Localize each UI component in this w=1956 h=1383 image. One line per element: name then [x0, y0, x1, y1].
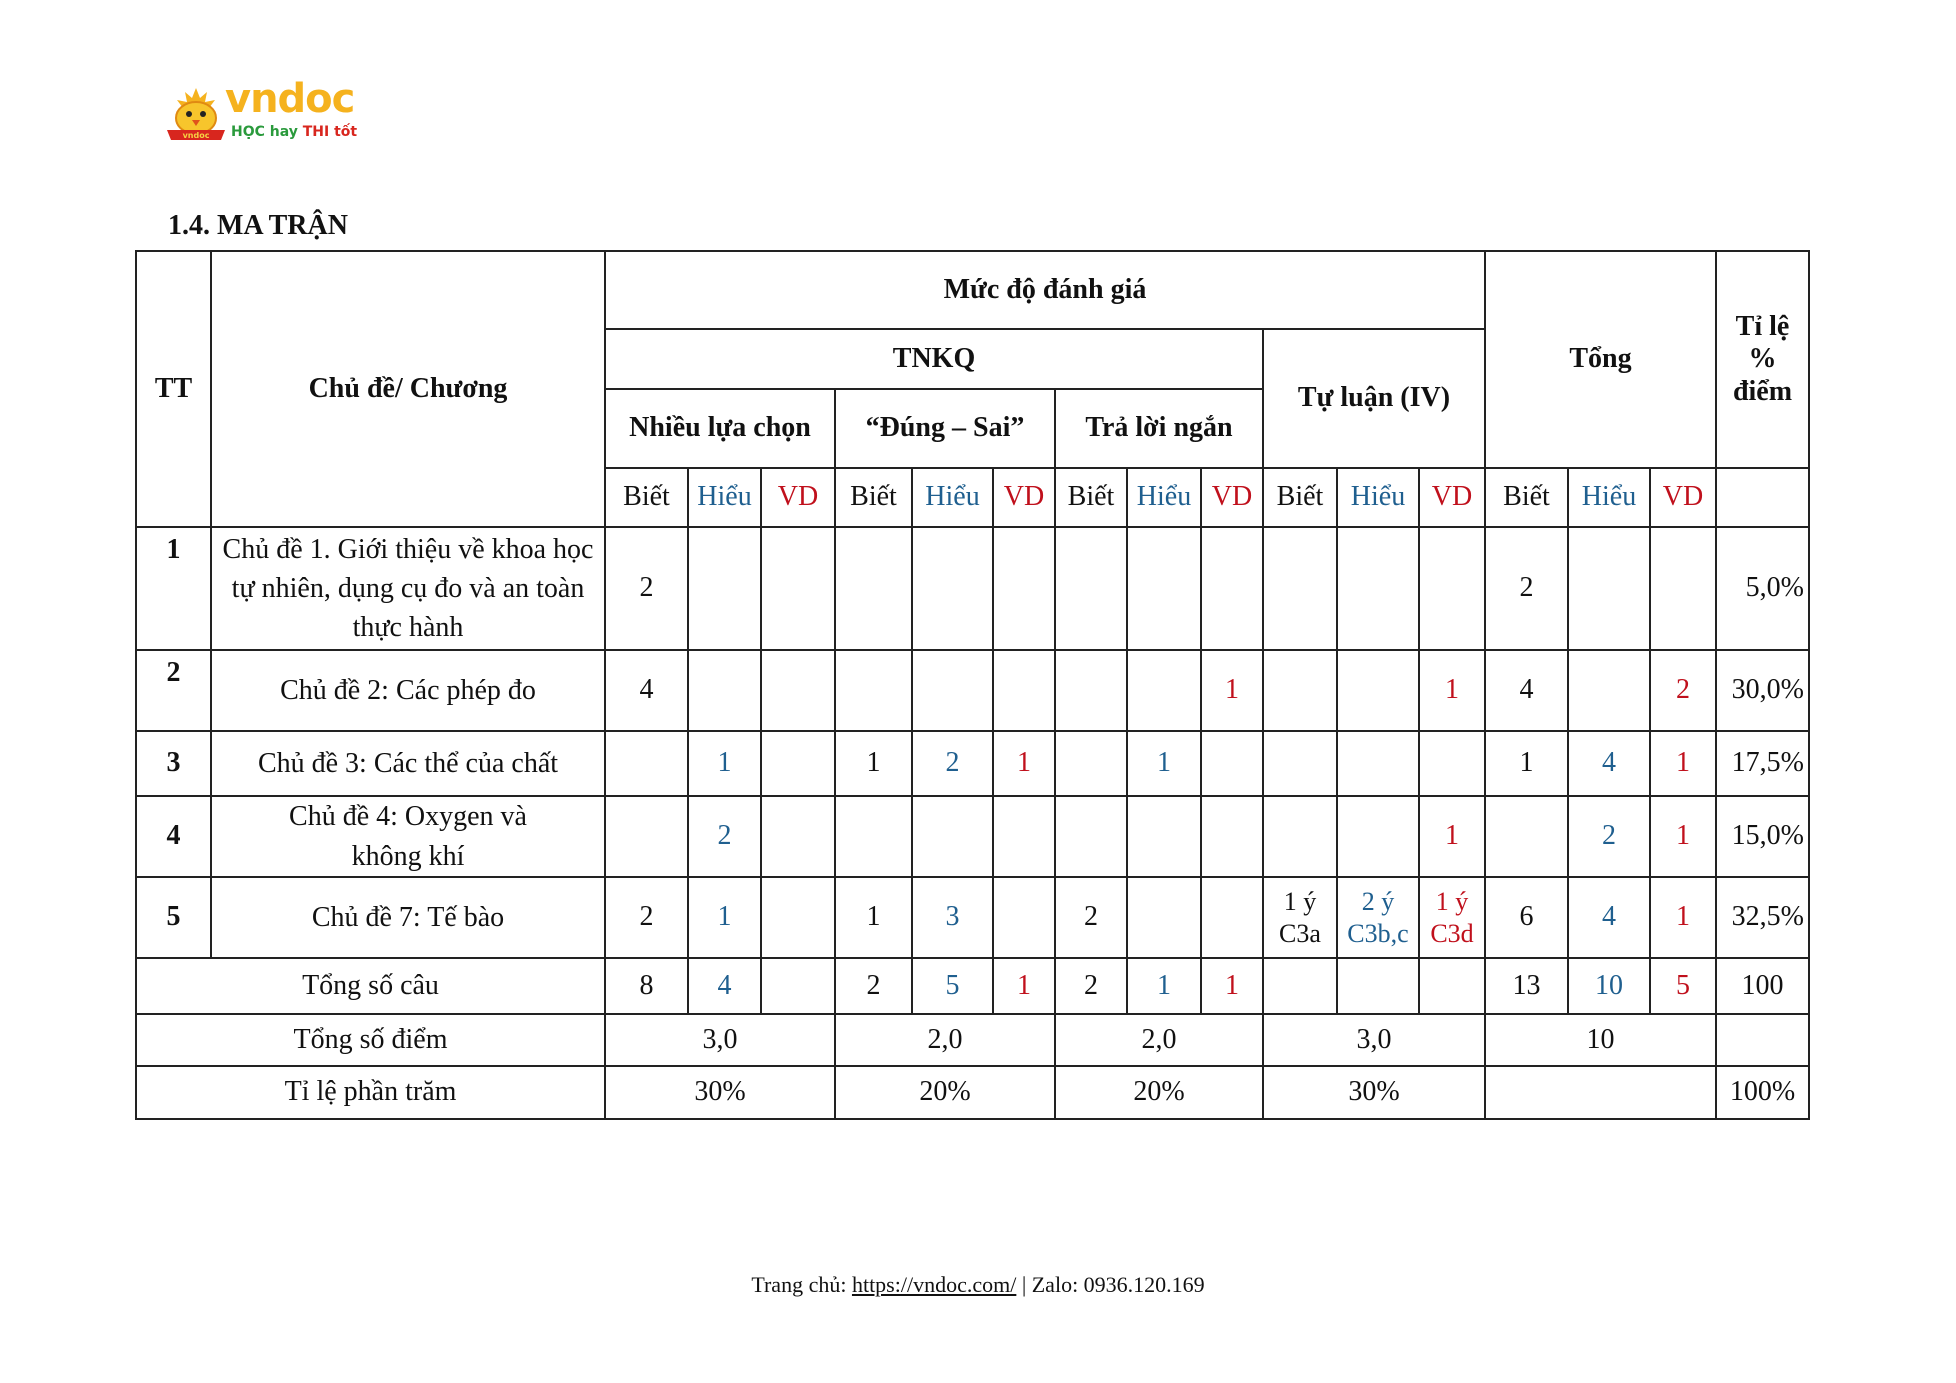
- svg-text:vndoc: vndoc: [182, 131, 210, 140]
- cell-total-vd: [1650, 527, 1716, 650]
- cell-percent: 32,5%: [1716, 877, 1809, 958]
- level-vd: VD: [1650, 468, 1716, 527]
- level-hieu: Hiểu: [688, 468, 761, 527]
- level-biet: Biết: [1485, 468, 1568, 527]
- cell-percent: 30,0%: [1716, 650, 1809, 731]
- row-topic: Chủ đề 2: Các phép đo: [211, 650, 605, 731]
- percentage-percent: 100%: [1716, 1066, 1809, 1119]
- cell-total-biet: [1485, 796, 1568, 877]
- homepage-link[interactable]: https://vndoc.com/: [851, 1272, 1017, 1297]
- mascot-chick-icon: [165, 86, 227, 144]
- points-tf: 2,0: [835, 1014, 1055, 1066]
- cell-sa-vd: [1201, 877, 1263, 958]
- cell-total-vd: 5: [1650, 958, 1716, 1014]
- page-footer: [0, 1272, 1956, 1298]
- row-tt: 2: [136, 650, 211, 731]
- level-hieu: Hiểu: [1337, 468, 1419, 527]
- vndoc-logo: [165, 76, 365, 152]
- table-row: [136, 527, 1809, 650]
- cell-essay-vd: 1 ý C3d: [1419, 877, 1485, 958]
- header-total: Tổng: [1485, 251, 1716, 468]
- cell-sa-biet: [1055, 527, 1127, 650]
- footer-prefix: Trang chủ:: [751, 1272, 852, 1297]
- cell-total-biet: 2: [1485, 527, 1568, 650]
- level-percent-empty: [1716, 468, 1809, 527]
- percentage-mc: 30%: [605, 1066, 835, 1119]
- cell-total-biet: 6: [1485, 877, 1568, 958]
- footer-suffix: | Zalo: 0936.120.169: [1016, 1272, 1205, 1297]
- cell-sa-hieu: [1127, 877, 1201, 958]
- level-biet: Biết: [1263, 468, 1337, 527]
- cell-tf-hieu: 2: [912, 731, 993, 796]
- cell-tf-vd: [993, 796, 1055, 877]
- table-row: [136, 731, 1809, 796]
- cell-sa-hieu: [1127, 527, 1201, 650]
- cell-mc-vd: [761, 877, 835, 958]
- cell-mc-hieu: [688, 650, 761, 731]
- cell-tf-vd: [993, 527, 1055, 650]
- header-assessment-level: Mức độ đánh giá: [605, 251, 1485, 329]
- points-total: 10: [1485, 1014, 1716, 1066]
- cell-mc-hieu: [688, 527, 761, 650]
- cell-sa-hieu: [1127, 650, 1201, 731]
- cell-essay-hieu: [1337, 527, 1419, 650]
- cell-tf-hieu: 5: [912, 958, 993, 1014]
- total-points-label: Tổng số điểm: [136, 1014, 605, 1066]
- percentage-sa: 20%: [1055, 1066, 1263, 1119]
- cell-total-hieu: 2: [1568, 796, 1650, 877]
- level-hieu: Hiểu: [1127, 468, 1201, 527]
- header-tnkq: TNKQ: [605, 329, 1263, 389]
- cell-percent: 17,5%: [1716, 731, 1809, 796]
- cell-tf-hieu: [912, 650, 993, 731]
- cell-total-vd: 1: [1650, 796, 1716, 877]
- percent-score-line2: %: [1748, 343, 1777, 375]
- cell-tf-biet: 2: [835, 958, 912, 1014]
- level-vd: VD: [1419, 468, 1485, 527]
- cell-mc-vd: [761, 958, 835, 1014]
- cell-tf-biet: [835, 650, 912, 731]
- cell-tf-hieu: [912, 796, 993, 877]
- table-row: [136, 796, 1809, 877]
- cell-tf-vd: 1: [993, 731, 1055, 796]
- row-topic: Chủ đề 3: Các thể của chất: [211, 731, 605, 796]
- points-sa: 2,0: [1055, 1014, 1263, 1066]
- row-tt: 5: [136, 877, 211, 958]
- cell-mc-hieu: 1: [688, 877, 761, 958]
- cell-total-vd: 1: [1650, 731, 1716, 796]
- row-topic: Chủ đề 1. Giới thiệu về khoa học tự nhiên, dụng cụ đo và an toàn thực hành: [211, 527, 605, 650]
- percentage-tf: 20%: [835, 1066, 1055, 1119]
- points-essay: 3,0: [1263, 1014, 1485, 1066]
- cell-sa-hieu: 1: [1127, 958, 1201, 1014]
- cell-mc-biet: 2: [605, 877, 688, 958]
- row-tt: 1: [136, 527, 211, 650]
- cell-sa-biet: [1055, 731, 1127, 796]
- cell-mc-biet: 2: [605, 527, 688, 650]
- section-title: 1.4. MA TRẬN: [168, 210, 348, 241]
- cell-tf-biet: [835, 527, 912, 650]
- percentage-total: [1485, 1066, 1716, 1119]
- total-questions-label: Tổng số câu: [136, 958, 605, 1014]
- cell-mc-biet: 8: [605, 958, 688, 1014]
- points-mc: 3,0: [605, 1014, 835, 1066]
- percent-score-line1: Tỉ lệ: [1735, 311, 1790, 343]
- cell-essay-biet: [1263, 731, 1337, 796]
- table-row: [136, 877, 1809, 958]
- cell-mc-vd: [761, 527, 835, 650]
- cell-mc-biet: 4: [605, 650, 688, 731]
- cell-essay-hieu: [1337, 796, 1419, 877]
- cell-essay-vd: [1419, 958, 1485, 1014]
- cell-tf-biet: [835, 796, 912, 877]
- cell-essay-biet: [1263, 527, 1337, 650]
- cell-sa-vd: 1: [1201, 650, 1263, 731]
- cell-sa-vd: [1201, 796, 1263, 877]
- level-biet: Biết: [835, 468, 912, 527]
- cell-essay-biet: [1263, 650, 1337, 731]
- cell-mc-hieu: 1: [688, 731, 761, 796]
- cell-sa-vd: [1201, 527, 1263, 650]
- row-tt: 3: [136, 731, 211, 796]
- cell-mc-vd: [761, 796, 835, 877]
- cell-essay-hieu: [1337, 650, 1419, 731]
- level-vd: VD: [993, 468, 1055, 527]
- slogan-part-1: HỌC hay: [231, 124, 303, 140]
- percentage-row: [136, 1066, 1809, 1119]
- cell-total-vd: 2: [1650, 650, 1716, 731]
- header-true-false: “Đúng – Sai”: [835, 389, 1055, 468]
- percentage-label: Tỉ lệ phần trăm: [136, 1066, 605, 1119]
- cell-tf-hieu: 3: [912, 877, 993, 958]
- cell-tf-biet: 1: [835, 731, 912, 796]
- cell-tf-vd: [993, 650, 1055, 731]
- points-percent: [1716, 1014, 1809, 1066]
- cell-tf-hieu: [912, 527, 993, 650]
- header-essay: Tự luận (IV): [1263, 329, 1485, 468]
- cell-essay-hieu: [1337, 958, 1419, 1014]
- cell-essay-hieu: 2 ý C3b,c: [1337, 877, 1419, 958]
- cell-total-hieu: 10: [1568, 958, 1650, 1014]
- level-biet: Biết: [605, 468, 688, 527]
- cell-sa-vd: [1201, 731, 1263, 796]
- percent-score-line3: điểm: [1732, 375, 1793, 407]
- brand-name: vndoc: [225, 76, 355, 122]
- header-short-answer: Trả lời ngắn: [1055, 389, 1263, 468]
- row-topic: Chủ đề 4: Oxygen và không khí: [211, 796, 605, 877]
- cell-mc-vd: [761, 650, 835, 731]
- cell-sa-hieu: 1: [1127, 731, 1201, 796]
- cell-percent: 5,0%: [1716, 527, 1809, 650]
- cell-total-hieu: 4: [1568, 731, 1650, 796]
- cell-essay-hieu: [1337, 731, 1419, 796]
- total-questions-row: [136, 958, 1809, 1014]
- cell-mc-biet: [605, 796, 688, 877]
- cell-sa-vd: 1: [1201, 958, 1263, 1014]
- table-row: [136, 650, 1809, 731]
- cell-essay-vd: 1: [1419, 796, 1485, 877]
- level-hieu: Hiểu: [1568, 468, 1650, 527]
- cell-total-biet: 13: [1485, 958, 1568, 1014]
- header-multiple-choice: Nhiều lựa chọn: [605, 389, 835, 468]
- cell-mc-hieu: 2: [688, 796, 761, 877]
- assessment-matrix-table: [135, 250, 1810, 1120]
- slogan-part-2: THI tốt: [302, 124, 358, 140]
- cell-total-biet: 4: [1485, 650, 1568, 731]
- cell-total-hieu: 4: [1568, 877, 1650, 958]
- header-row-1: [136, 251, 1809, 329]
- percentage-essay: 30%: [1263, 1066, 1485, 1119]
- cell-essay-vd: [1419, 731, 1485, 796]
- cell-total-biet: 1: [1485, 731, 1568, 796]
- cell-tf-biet: 1: [835, 877, 912, 958]
- cell-total-vd: 1: [1650, 877, 1716, 958]
- cell-mc-hieu: 4: [688, 958, 761, 1014]
- slogan: [231, 124, 357, 140]
- level-vd: VD: [761, 468, 835, 527]
- cell-essay-biet: [1263, 958, 1337, 1014]
- cell-essay-biet: [1263, 796, 1337, 877]
- cell-sa-biet: [1055, 796, 1127, 877]
- cell-essay-biet: 1 ý C3a: [1263, 877, 1337, 958]
- level-vd: VD: [1201, 468, 1263, 527]
- cell-sa-biet: 2: [1055, 877, 1127, 958]
- cell-percent: 15,0%: [1716, 796, 1809, 877]
- cell-sa-hieu: [1127, 796, 1201, 877]
- cell-essay-vd: [1419, 527, 1485, 650]
- header-topic: Chủ đề/ Chương: [211, 251, 605, 527]
- cell-tf-vd: 1: [993, 958, 1055, 1014]
- total-points-row: [136, 1014, 1809, 1066]
- level-hieu: Hiểu: [912, 468, 993, 527]
- level-biet: Biết: [1055, 468, 1127, 527]
- row-tt: 4: [136, 796, 211, 877]
- cell-essay-vd: 1: [1419, 650, 1485, 731]
- cell-tf-vd: [993, 877, 1055, 958]
- header-tt: TT: [136, 251, 211, 527]
- cell-mc-biet: [605, 731, 688, 796]
- header-percent-score: [1716, 251, 1809, 468]
- cell-sa-biet: [1055, 650, 1127, 731]
- cell-mc-vd: [761, 731, 835, 796]
- cell-total-hieu: [1568, 650, 1650, 731]
- row-topic: Chủ đề 7: Tế bào: [211, 877, 605, 958]
- cell-total-hieu: [1568, 527, 1650, 650]
- cell-percent: 100: [1716, 958, 1809, 1014]
- cell-sa-biet: 2: [1055, 958, 1127, 1014]
